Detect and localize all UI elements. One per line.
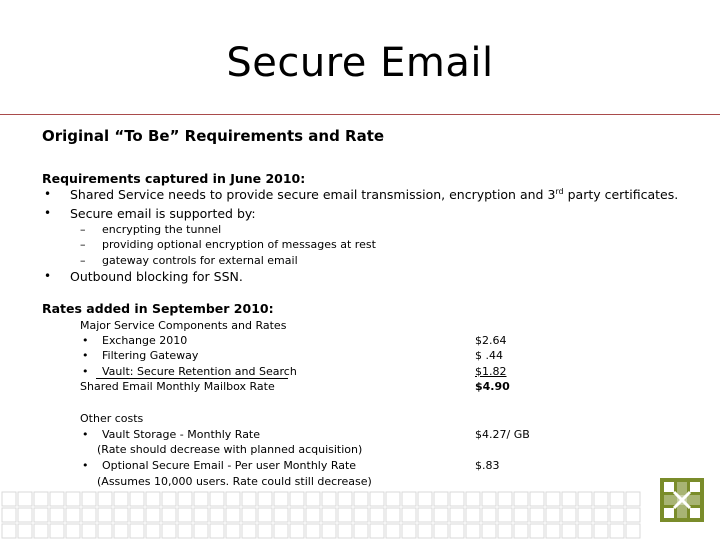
total-label: Shared Email Monthly Mailbox Rate <box>80 380 275 393</box>
component-price: $ .44 <box>475 349 503 362</box>
grid-square <box>354 524 368 538</box>
grid-square <box>194 524 208 538</box>
grid-square <box>98 524 112 538</box>
sub-item: gateway controls for external email <box>102 254 298 267</box>
grid-square <box>162 508 176 522</box>
grid-square <box>610 508 624 522</box>
grid-square <box>578 524 592 538</box>
component-price: $1.82 <box>475 365 507 378</box>
grid-square <box>242 508 256 522</box>
grid-square <box>178 524 192 538</box>
grid-square <box>546 524 560 538</box>
grid-square <box>242 492 256 506</box>
grid-square <box>530 524 544 538</box>
grid-square <box>226 524 240 538</box>
grid-square <box>434 524 448 538</box>
grid-square <box>354 508 368 522</box>
grid-square <box>370 524 384 538</box>
grid-square <box>242 524 256 538</box>
grid-square <box>146 508 160 522</box>
grid-square <box>594 492 608 506</box>
decorative-grid-footer <box>0 490 720 540</box>
other-cost-price: $4.27/ GB <box>475 428 530 441</box>
bullet-marker: • <box>82 459 89 472</box>
grid-square <box>210 508 224 522</box>
component-label: Filtering Gateway <box>102 349 199 362</box>
grid-square <box>50 524 64 538</box>
grid-square <box>130 492 144 506</box>
requirements-intro: Requirements captured in June 2010: <box>42 171 306 186</box>
grid-square <box>562 508 576 522</box>
grid-square <box>82 492 96 506</box>
grid-square <box>322 508 336 522</box>
bullet-marker: • <box>44 269 52 283</box>
grid-square <box>370 508 384 522</box>
grid-square <box>98 492 112 506</box>
grid-square <box>530 492 544 506</box>
other-cost-label: Optional Secure Email - Per user Monthly Rate <box>102 459 357 472</box>
grid-square <box>18 508 32 522</box>
slide-title: Secure Email <box>226 40 494 86</box>
dash-marker: – <box>80 238 86 251</box>
grid-square <box>130 508 144 522</box>
grid-square <box>562 524 576 538</box>
grid-square <box>162 492 176 506</box>
bullet-marker: • <box>82 349 89 362</box>
grid-square <box>194 508 208 522</box>
grid-square <box>546 508 560 522</box>
grid-square <box>162 524 176 538</box>
grid-square <box>34 492 48 506</box>
grid-square <box>498 492 512 506</box>
requirement-ssn-blocking: Outbound blocking for SSN. <box>70 269 243 284</box>
grid-square <box>626 524 640 538</box>
grid-square <box>610 492 624 506</box>
other-cost-note: (Rate should decrease with planned acquisition) <box>97 443 363 456</box>
component-label: Exchange 2010 <box>102 334 188 347</box>
grid-square <box>498 508 512 522</box>
section-heading: Original “To Be” Requirements and Rate <box>42 127 385 145</box>
grid-square <box>210 492 224 506</box>
grid-square <box>146 524 160 538</box>
grid-square <box>594 524 608 538</box>
grid-square <box>450 492 464 506</box>
grid-square <box>466 492 480 506</box>
grid-square <box>258 524 272 538</box>
grid-square <box>514 492 528 506</box>
grid-square <box>578 492 592 506</box>
grid-square <box>34 508 48 522</box>
grid-square <box>450 508 464 522</box>
grid-square <box>258 508 272 522</box>
grid-square <box>514 508 528 522</box>
grid-square <box>466 524 480 538</box>
grid-square <box>530 508 544 522</box>
grid-square <box>226 492 240 506</box>
grid-square <box>18 492 32 506</box>
grid-square <box>178 492 192 506</box>
superscript-rd: rd <box>555 186 564 196</box>
grid-square <box>338 492 352 506</box>
grid-square <box>2 508 16 522</box>
grid-square <box>322 524 336 538</box>
grid-square <box>194 492 208 506</box>
bullet-marker: • <box>44 206 52 220</box>
grid-square <box>34 524 48 538</box>
grid-square <box>514 524 528 538</box>
component-label: Vault: Secure Retention and Search <box>102 365 297 378</box>
requirement-text-end: party certificates. <box>563 187 679 202</box>
grid-square <box>66 492 80 506</box>
grid-square <box>418 508 432 522</box>
grid-square <box>18 524 32 538</box>
grid-square <box>610 524 624 538</box>
rates-intro: Rates added in September 2010: <box>42 301 274 316</box>
grid-square <box>50 492 64 506</box>
grid-square <box>66 508 80 522</box>
grid-square <box>178 508 192 522</box>
grid-square <box>434 492 448 506</box>
grid-square <box>114 492 128 506</box>
bullet-marker: • <box>82 334 89 347</box>
sub-item: encrypting the tunnel <box>102 223 222 236</box>
dash-marker: – <box>80 254 86 267</box>
bullet-marker: • <box>44 187 52 201</box>
grid-square <box>402 524 416 538</box>
grid-square <box>482 524 496 538</box>
bullet-marker: • <box>82 428 89 441</box>
component-price: $2.64 <box>475 334 507 347</box>
total-price: $4.90 <box>475 380 510 393</box>
grid-square <box>482 508 496 522</box>
grid-square <box>82 508 96 522</box>
grid-square <box>386 492 400 506</box>
grid-square <box>370 492 384 506</box>
grid-square <box>402 508 416 522</box>
grid-square <box>98 508 112 522</box>
grid-square <box>546 492 560 506</box>
grid-square <box>594 508 608 522</box>
subtotal-underline <box>96 378 288 379</box>
grid-square <box>50 508 64 522</box>
bullet-marker: • <box>82 365 89 378</box>
grid-square <box>386 508 400 522</box>
sub-item: providing optional encryption of messages at rest <box>102 238 376 251</box>
grid-square <box>418 492 432 506</box>
other-cost-note: (Assumes 10,000 users. Rate could still decrease) <box>97 475 372 488</box>
grid-square <box>2 492 16 506</box>
grid-square <box>274 508 288 522</box>
grid-square <box>114 508 128 522</box>
grid-square <box>402 492 416 506</box>
grid-square <box>290 524 304 538</box>
other-cost-label: Vault Storage - Monthly Rate <box>102 428 261 441</box>
requirement-supported-by: Secure email is supported by: <box>70 206 256 221</box>
grid-square <box>2 524 16 538</box>
grid-square <box>274 524 288 538</box>
grid-square <box>82 524 96 538</box>
grid-square <box>450 524 464 538</box>
grid-square <box>466 508 480 522</box>
title-divider <box>0 114 720 115</box>
grid-square <box>306 508 320 522</box>
grid-square <box>418 524 432 538</box>
logo-icon <box>660 478 704 522</box>
grid-square <box>306 524 320 538</box>
other-costs-heading: Other costs <box>80 412 144 425</box>
grid-square <box>130 524 144 538</box>
grid-square <box>258 492 272 506</box>
grid-square <box>306 492 320 506</box>
grid-square <box>146 492 160 506</box>
grid-square <box>66 524 80 538</box>
grid-square <box>578 508 592 522</box>
grid-square <box>562 492 576 506</box>
grid-square <box>338 508 352 522</box>
grid-square <box>386 524 400 538</box>
grid-square <box>226 508 240 522</box>
grid-square <box>114 524 128 538</box>
grid-square <box>482 492 496 506</box>
grid-square <box>290 508 304 522</box>
grid-square <box>290 492 304 506</box>
components-heading: Major Service Components and Rates <box>80 319 287 332</box>
grid-square <box>498 524 512 538</box>
other-cost-price: $.83 <box>475 459 500 472</box>
grid-square <box>626 508 640 522</box>
requirement-text: Shared Service needs to provide secure email transmission, encryption and 3 <box>70 187 556 202</box>
grid-square <box>274 492 288 506</box>
grid-square <box>434 508 448 522</box>
dash-marker: – <box>80 223 86 236</box>
requirement-transmission <box>70 187 678 202</box>
grid-square <box>322 492 336 506</box>
grid-square <box>626 492 640 506</box>
grid-square <box>354 492 368 506</box>
grid-square <box>338 524 352 538</box>
grid-square <box>210 524 224 538</box>
